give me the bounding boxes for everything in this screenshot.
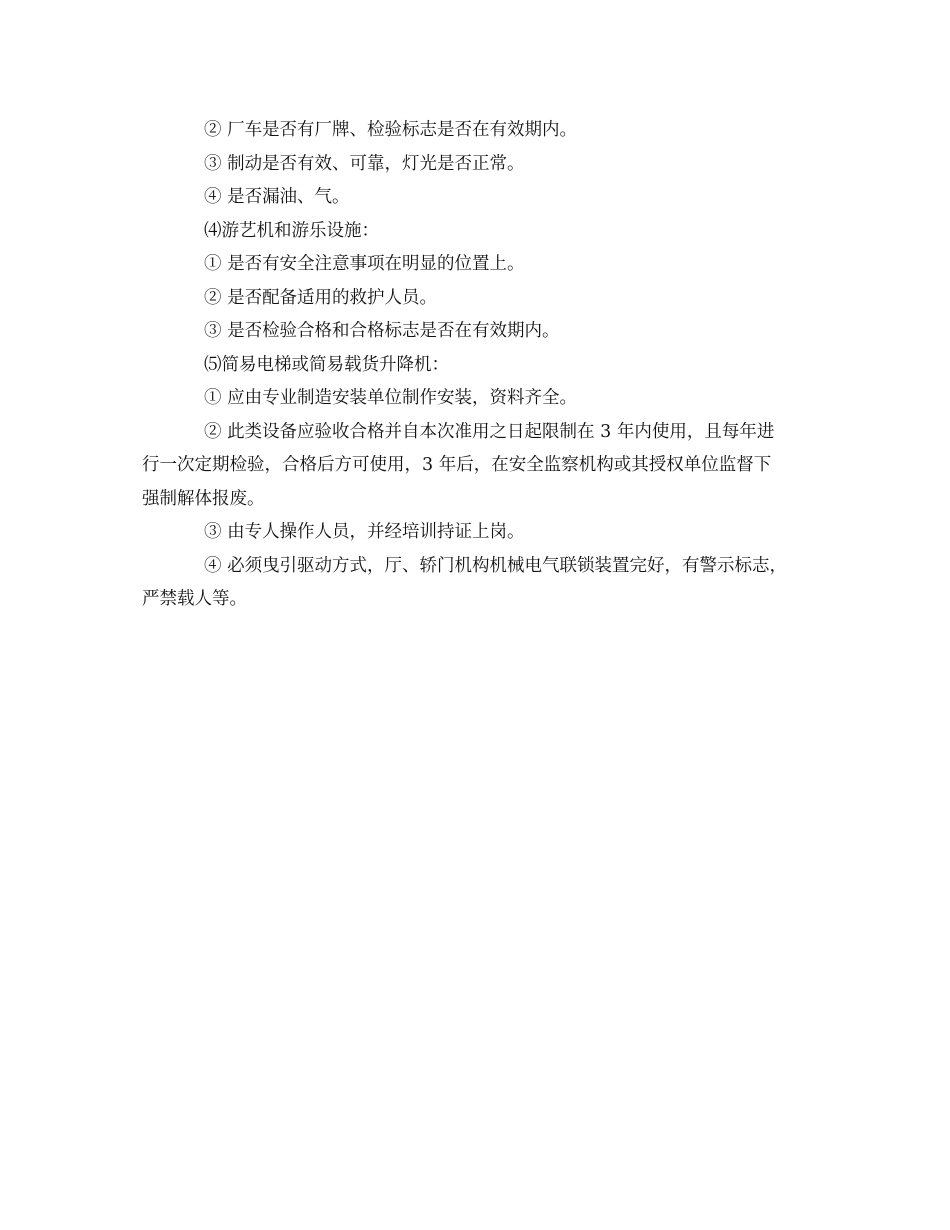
paragraph-elevator-install: ① 应由专业制造安装单位制作安装，资料齐全。 — [204, 388, 578, 408]
paragraph-elevator-acceptance-line2: 行一次定期检验，合格后方可使用，3 年后，在安全监察机构或其授权单位监督下 — [142, 455, 772, 475]
paragraph-amusement-inspection: ③ 是否检验合格和合格标志是否在有效期内。 — [204, 321, 560, 341]
paragraph-elevator-traction-line1: ④ 必须曳引驱动方式，厅、轿门机构机械电气联锁装置完好，有警示标志， — [204, 555, 788, 576]
paragraph-amusement-notice: ① 是否有安全注意事项在明显的位置上。 — [204, 254, 525, 274]
paragraph-forklift-brake: ③ 制动是否有效、可靠，灯光是否正常。 — [204, 153, 525, 174]
paragraph-elevator-acceptance-line1: ② 此类设备应验收合格并自本次准用之日起限制在 3 年内使用，且每年进 — [204, 421, 775, 442]
paragraph-elevator-acceptance-line3: 强制解体报废。 — [142, 488, 265, 509]
document-body — [142, 114, 830, 617]
paragraph-elevator-operator: ③ 由专人操作人员，并经培训持证上岗。 — [204, 522, 525, 542]
section-heading-elevator: ⑸简易电梯或简易载货升降机： — [204, 354, 449, 375]
paragraph-elevator-traction-line2: 严禁载人等。 — [142, 589, 247, 609]
paragraph-amusement-rescue: ② 是否配备适用的救护人员。 — [204, 287, 438, 308]
paragraph-forklift-leak: ④ 是否漏油、气。 — [204, 187, 350, 207]
paragraph-forklift-plate: ② 厂车是否有厂牌、检验标志是否在有效期内。 — [204, 120, 578, 140]
section-heading-amusement: ⑷游艺机和游乐设施： — [204, 220, 379, 241]
